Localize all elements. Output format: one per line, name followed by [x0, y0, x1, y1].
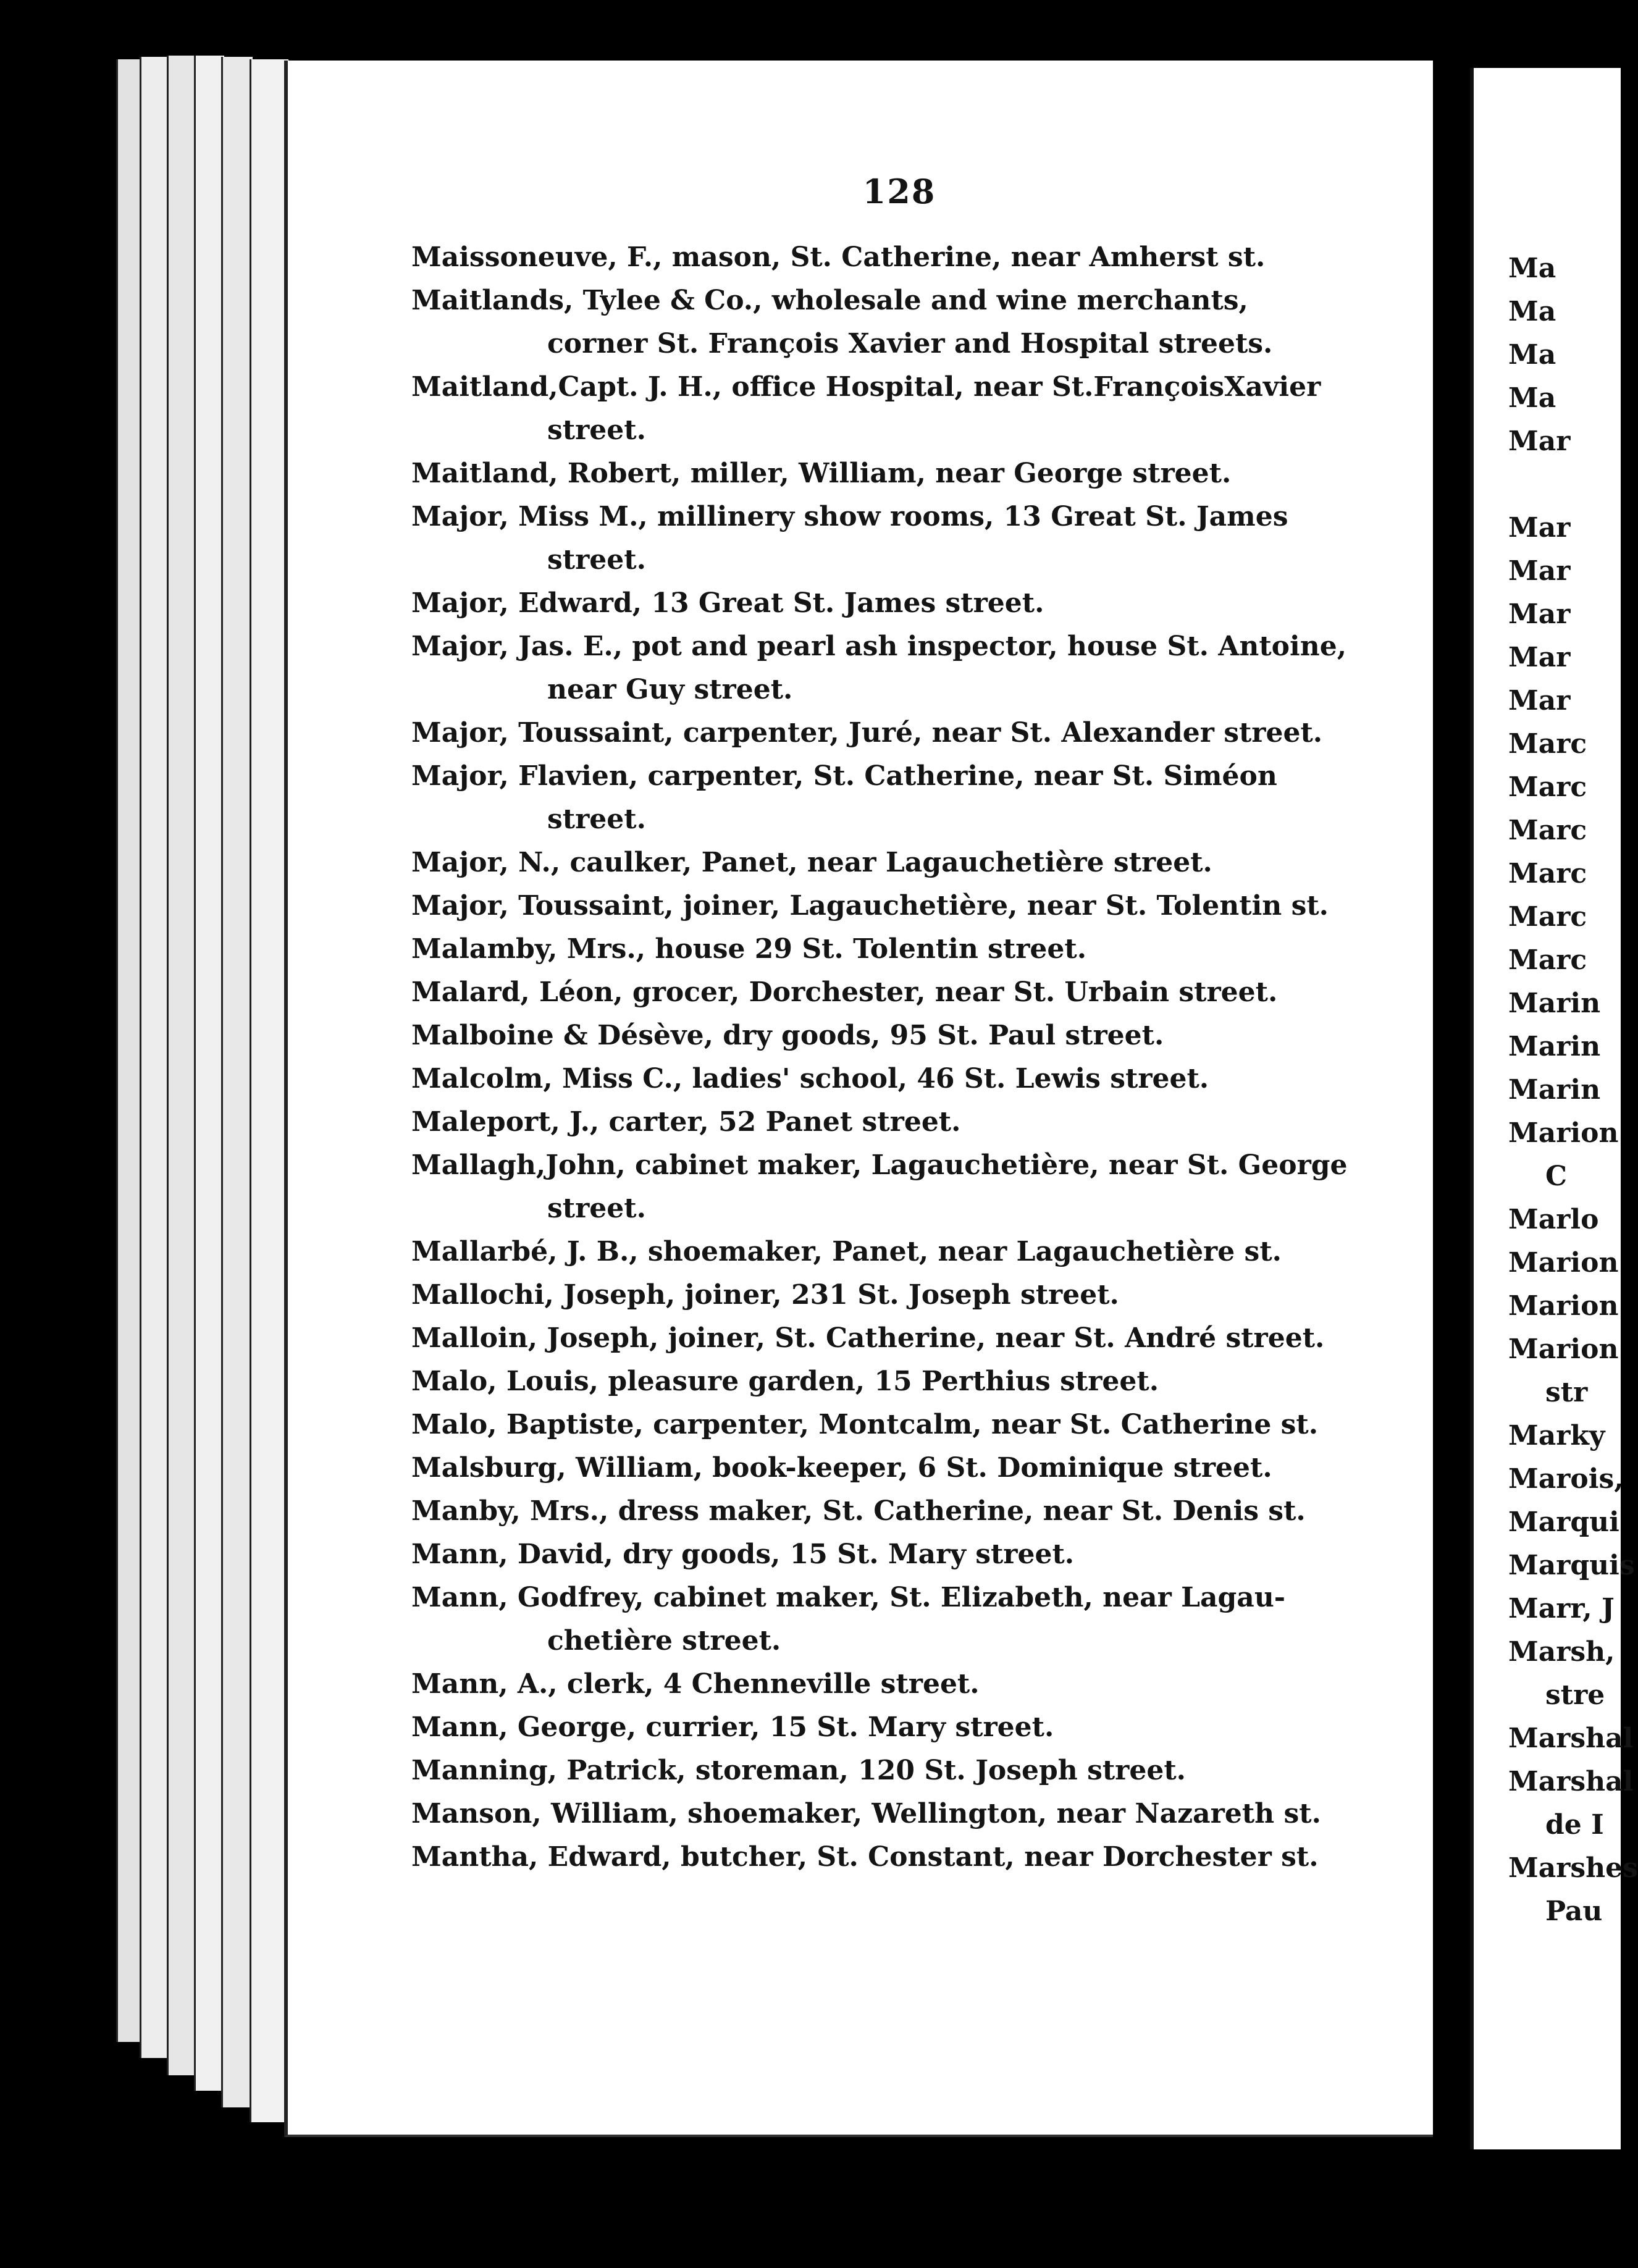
- entry-continuation: corner St. François Xavier and Hospital streets.: [547, 328, 1273, 359]
- entry-text: Malboine & Désève, dry goods, 95 St. Paul street.: [411, 1020, 1164, 1051]
- directory-entry: [411, 712, 1363, 755]
- facing-fragment: Marlo: [1508, 1204, 1599, 1235]
- facing-page: [1470, 68, 1638, 2149]
- entry-text: Mallarbé, J. B., shoemaker, Panet, near Lagauchetière st.: [411, 1236, 1282, 1267]
- directory-entry: [411, 279, 1363, 366]
- facing-fragment: Marky: [1508, 1420, 1605, 1451]
- facing-fragment: Marc: [1508, 944, 1587, 976]
- entry-text: Mantha, Edward, butcher, St. Constant, near Dorchester st.: [411, 1841, 1319, 1873]
- entry-text: Maissoneuve, F., mason, St. Catherine, near Amherst st.: [411, 242, 1266, 273]
- facing-fragment: Ma: [1508, 382, 1556, 414]
- directory-entry: [411, 1057, 1363, 1101]
- directory-text: [411, 172, 1363, 1879]
- page-edge: [250, 59, 288, 2122]
- entry-text: Mann, George, currier, 15 St. Mary street.: [411, 1712, 1054, 1743]
- entry-text: Major, Flavien, carpenter, St. Catherine, near St. Siméon: [411, 760, 1277, 792]
- directory-entry: [411, 236, 1363, 279]
- entry-continuation: street.: [547, 544, 646, 576]
- facing-fragment: Marin: [1508, 1074, 1601, 1106]
- entry-text: Manby, Mrs., dress maker, St. Catherine, near St. Denis st.: [411, 1495, 1306, 1527]
- facing-fragment: Marshal: [1508, 1723, 1634, 1754]
- facing-fragment: Marc: [1508, 728, 1587, 760]
- facing-fragment: Pau: [1545, 1896, 1603, 1927]
- facing-fragment: Marc: [1508, 901, 1587, 933]
- entry-continuation: street.: [547, 1193, 646, 1224]
- entry-text: Major, Toussaint, joiner, Lagauchetière, near St. Tolentin st.: [411, 890, 1329, 922]
- entry-text: Maitlands, Tylee & Co., wholesale and wine merchants,: [411, 285, 1248, 316]
- directory-entry: [411, 625, 1363, 712]
- directory-entry: [411, 366, 1363, 452]
- entry-text: Mann, A., clerk, 4 Chenneville street.: [411, 1668, 980, 1700]
- entry-text: Mallochi, Joseph, joiner, 231 St. Joseph street.: [411, 1279, 1119, 1311]
- facing-fragment: Mar: [1508, 642, 1571, 673]
- entry-text: Major, Jas. E., pot and pearl ash inspector, house St. Antoine,: [411, 631, 1347, 662]
- directory-entry: [411, 1274, 1363, 1317]
- facing-fragment: Mar: [1508, 685, 1571, 716]
- directory-entry: [411, 1533, 1363, 1576]
- directory-entry: [411, 452, 1363, 495]
- directory-entry: [411, 1836, 1363, 1879]
- directory-entries: [411, 236, 1363, 1879]
- page-edge: [140, 57, 170, 2058]
- directory-entry: [411, 755, 1363, 841]
- directory-entry: [411, 1014, 1363, 1057]
- facing-fragment: [1508, 463, 1638, 506]
- directory-entry: [411, 884, 1363, 928]
- facing-fragment: Mar: [1508, 555, 1571, 587]
- facing-fragment: Marc: [1508, 771, 1587, 803]
- entry-text: Malo, Louis, pleasure garden, 15 Perthius street.: [411, 1366, 1159, 1397]
- facing-fragment: Marquis: [1508, 1550, 1635, 1581]
- entry-text: Major, Edward, 13 Great St. James street.: [411, 587, 1044, 619]
- entry-text: Malsburg, William, book-keeper, 6 St. Dominique street.: [411, 1452, 1272, 1484]
- facing-fragment: Mar: [1508, 598, 1571, 630]
- facing-fragment: Marion: [1508, 1290, 1619, 1322]
- directory-entry: [411, 582, 1363, 625]
- directory-entry: [411, 1403, 1363, 1447]
- facing-page-fragments: [1508, 247, 1638, 1933]
- facing-fragment: de I: [1545, 1809, 1604, 1841]
- facing-fragment: Marin: [1508, 1031, 1601, 1062]
- facing-fragment: Marc: [1508, 858, 1587, 889]
- entry-text: Malamby, Mrs., house 29 St. Tolentin street.: [411, 933, 1087, 965]
- directory-entry: [411, 971, 1363, 1014]
- directory-entry: [411, 1490, 1363, 1533]
- entry-text: Malloin, Joseph, joiner, St. Catherine, near St. André street.: [411, 1322, 1325, 1354]
- facing-fragment: Mar: [1508, 426, 1571, 457]
- directory-entry: [411, 928, 1363, 971]
- directory-entry: [411, 1663, 1363, 1706]
- facing-fragment: Mar: [1508, 512, 1571, 544]
- entry-text: Manson, William, shoemaker, Wellington, near Nazareth st.: [411, 1798, 1321, 1829]
- entry-text: Major, Toussaint, carpenter, Juré, near St. Alexander street.: [411, 717, 1323, 749]
- entry-text: Manning, Patrick, storeman, 120 St. Joseph street.: [411, 1755, 1186, 1786]
- directory-entry: [411, 1706, 1363, 1749]
- facing-fragment: Marion: [1508, 1117, 1619, 1149]
- entry-text: Mann, Godfrey, cabinet maker, St. Elizabeth, near Lagau-: [411, 1582, 1286, 1613]
- directory-entry: [411, 1230, 1363, 1274]
- facing-fragment: Marsh,: [1508, 1636, 1615, 1668]
- page-edge: [167, 56, 197, 2075]
- facing-fragment: Marqui: [1508, 1506, 1619, 1538]
- facing-fragment: str: [1545, 1377, 1588, 1408]
- entry-text: Maitland,Capt. J. H., office Hospital, near St.FrançoisXavier: [411, 371, 1321, 403]
- entry-continuation: near Guy street.: [547, 674, 793, 705]
- facing-fragment: Marr, J: [1508, 1593, 1615, 1624]
- directory-page: [284, 61, 1433, 2137]
- entry-continuation: chetière street.: [547, 1625, 781, 1657]
- directory-entry: [411, 1792, 1363, 1836]
- directory-entry: [411, 495, 1363, 582]
- directory-entry: [411, 1360, 1363, 1403]
- facing-fragment: Marshes: [1508, 1852, 1638, 1884]
- directory-entry: [411, 1447, 1363, 1490]
- page-edge: [221, 57, 253, 2107]
- entry-text: Malo, Baptiste, carpenter, Montcalm, near St. Catherine st.: [411, 1409, 1319, 1440]
- facing-fragment: Marion: [1508, 1334, 1619, 1365]
- entry-continuation: street.: [547, 414, 646, 446]
- directory-entry: [411, 1576, 1363, 1663]
- entry-text: Major, Miss M., millinery show rooms, 13 Great St. James: [411, 501, 1288, 532]
- page-number: 128: [862, 172, 936, 211]
- facing-fragment: stre: [1545, 1679, 1605, 1711]
- facing-fragment: C: [1545, 1161, 1568, 1192]
- entry-text: Major, N., caulker, Panet, near Lagauchetière street.: [411, 847, 1212, 878]
- directory-entry: [411, 1101, 1363, 1144]
- facing-fragment: Marc: [1508, 815, 1587, 846]
- directory-entry: [411, 1317, 1363, 1360]
- entry-text: Maleport, J., carter, 52 Panet street.: [411, 1106, 961, 1138]
- facing-fragment: Marion: [1508, 1247, 1619, 1279]
- directory-entry: [411, 1749, 1363, 1792]
- entry-text: Mallagh,John, cabinet maker, Lagauchetière, near St. George: [411, 1149, 1348, 1181]
- facing-fragment: Ma: [1508, 296, 1556, 327]
- page-edge: [194, 56, 224, 2091]
- facing-fragment: Ma: [1508, 339, 1556, 371]
- directory-entry: [411, 841, 1363, 884]
- facing-fragment: Marshal: [1508, 1766, 1634, 1797]
- page-edge: [116, 59, 143, 2042]
- entry-continuation: street.: [547, 804, 646, 835]
- facing-fragment: Marin: [1508, 988, 1601, 1019]
- entry-text: Malcolm, Miss C., ladies' school, 46 St. Lewis street.: [411, 1063, 1209, 1094]
- facing-fragment: Marois,: [1508, 1463, 1624, 1495]
- facing-fragment: Ma: [1508, 253, 1556, 284]
- entry-text: Maitland, Robert, miller, William, near George street.: [411, 458, 1232, 489]
- entry-text: Malard, Léon, grocer, Dorchester, near St. Urbain street.: [411, 976, 1278, 1008]
- entry-text: Mann, David, dry goods, 15 St. Mary street.: [411, 1539, 1075, 1570]
- directory-entry: [411, 1144, 1363, 1230]
